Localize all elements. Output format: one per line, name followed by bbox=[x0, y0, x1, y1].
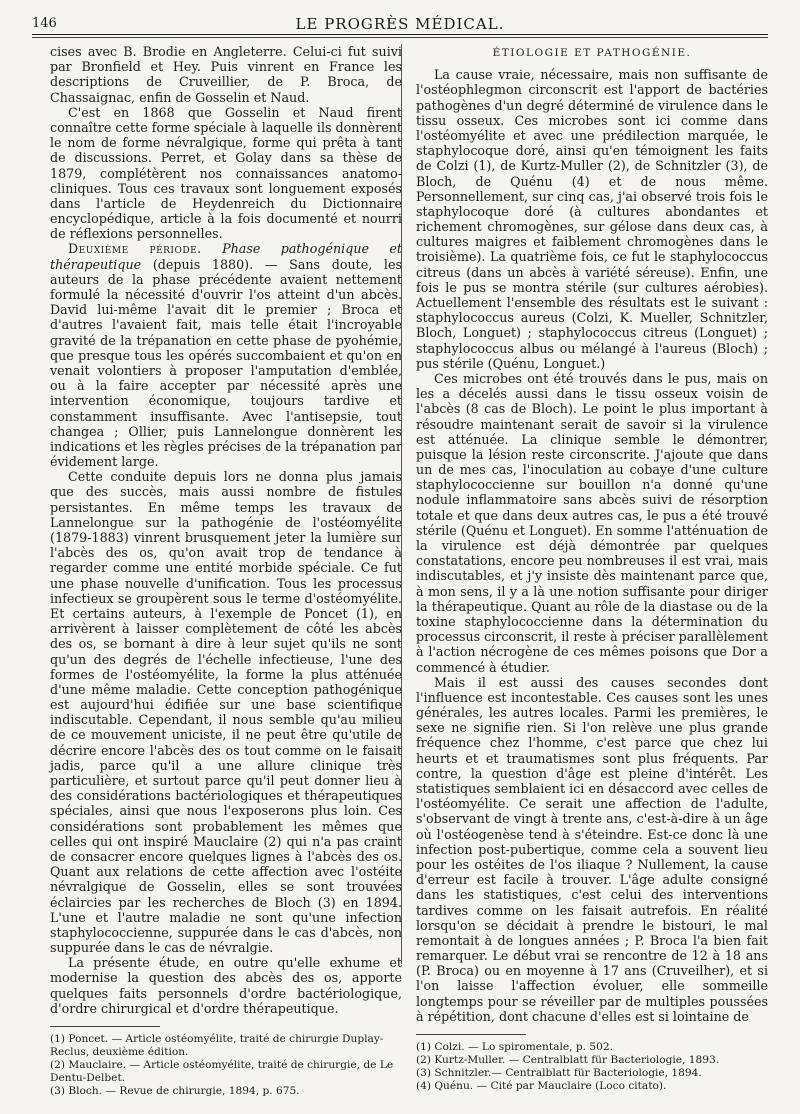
page-number: 146 bbox=[32, 16, 57, 31]
paragraph-text: (depuis 1880). — Sans doute, les auteurs de la phase précédente avaient nettement formulé la nécessité d'ouvrir l'os atteint d'un abcès. David lui-même l'avait dit le premier ; Broca et d'autres l'avaient fait, mais telle était l'incroyable gravité de la trépanation en cette phase de pyohémie, que presque tous les opérés succombaient et qu'on en venait volontiers à proposer l'amputation d'emblée, ou à la faire accepter par nécessité après une intervention économique, toujours tardive et constamment insuffisante. Avec l'antisepsie, tout changea ; Ollier, puis Lannelongue donnèrent les indications et les règles précises de la trépanation par évidement large. bbox=[50, 256, 402, 470]
footnote: (1) Colzi. — Lo spiromentale, p. 502. bbox=[416, 1041, 613, 1053]
paragraph-deuxieme-periode bbox=[50, 241, 402, 469]
running-title: LE PROGRÈS MÉDICAL. bbox=[295, 15, 505, 33]
paragraph: La présente étude, en outre qu'elle exhume et modernise la question des abcès des os, apporte quelques faits personnels d'ordre bactériologique, d'ordre chirurgical et d'ordre thérapeutique. bbox=[50, 955, 402, 1016]
paragraph: La cause vraie, nécessaire, mais non suffisante de l'ostéophlegmon circonscrit est l'apport de bactéries pathogènes d'un degré déterminé de virulence dans le tissu osseux. Ces microbes sont ici comme dans l'ostéomyélite et avec une prédilection marquée, le staphylocoque doré, ainsi qu'en témoignent les faits de Colzi (1), de Kurtz-Muller (2), de Schnitzler (3), de Bloch, de Quénu (4) et de nous même. Personnellement, sur cinq cas, j'ai observé trois fois le staphylocoque doré (à cultures abondantes et richement chromogènes, sur gélose dans deux cas, à cultures maigres et faiblement chromogènes dans le troisième). La quatrième fois, ce fut le staphylococcus citreus (dans un abcès à variété séreuse). Enfin, une fois le pus se montra stérile (sur cultures aérobies). Actuellement l'ensemble des résultats est le suivant : staphylococcus aureus (Colzi, K. Mueller, Schnitzler, Bloch, Longuet) ; staphylococcus citreus (Longuet) ; staphylococcus albus ou mélangé à l'aureus (Bloch) ; pus stérile (Quénu, Longuet.) bbox=[416, 67, 768, 371]
footnote: (2) Mauclaire. — Article ostéomyélite, traité de chirurgie, de Le Dentu-Delbet. bbox=[50, 1059, 394, 1084]
paragraph: Cette conduite depuis lors ne donna plus jamais que des succès, mais aussi nombre de fistules persistantes. En même temps les travaux de Lannelongue sur la pathogénie de l'ostéomyélite (1879-1883) vinrent brusquement jeter la lumière sur l'abcès des os, qu'on avait trop de tendance à regarder comme une entité morbide spéciale. Ce fut une phase nouvelle d'unification. Tous les processus infectieux se groupèrent sous le terme d'ostéomyélite. Et certains auteurs, à l'exemple de Poncet (1), en arrivèrent à laisser complètement de côté les abcès des os, se bornant à dire à leur sujet qu'ils ne sont qu'un des degrés de l'échelle infectieuse, l'une des formes de l'ostéomyélite, la forme la plus atténuée d'une même maladie. Cette conception pathogénique est aujourd'hui édifiée sur une base scientifique indiscutable. Cependant, il nous semble qu'au milieu de ce mouvement uniciste, il ne peut être qu'utile de décrire encore l'abcès des os tout comme on le faisait jadis, parce qu'il a une allure clinique très particulière, et surtout parce qu'il peut donner lieu à des considérations bactériologiques et thérapeutiques spéciales, ainsi que nous l'exposerons plus loin. Ces considérations sont probablement les mêmes que celles qui ont inspiré Mauclaire (2) qui n'a pas craint de consacrer encore quelques lignes à l'abcès des os. Quant aux relations de cette affection avec l'ostéite névralgique de Gosselin, elles se sont trouvées éclaircies par les recherches de Bloch (3) en 1894. L'une et l'autre maladie ne sont qu'une infection staphylococcienne, suppurée dans le cas d'abcès, non suppurée dans le cas de névralgie. bbox=[50, 469, 402, 956]
footnote-rule bbox=[50, 1026, 160, 1027]
left-column bbox=[50, 44, 402, 1098]
paragraph: C'est en 1868 que Gosselin et Naud firent connaître cette forme spéciale à laquelle ils donnèrent le nom de forme névralgique, forme qui prêta à tant de discussions. Perret, et Golay dans sa thèse de 1879, complétèrent nos connaissances anatomo-cliniques. Tous ces travaux sont longuement exposés dans l'article de Heydenreich du Dictionnaire encyclopédique, article à la fois documenté et nourri de réflexions personnelles. bbox=[50, 104, 402, 242]
period-title: Phase pathogénique et thérapeutique bbox=[50, 241, 402, 272]
footnotes-left bbox=[50, 1033, 402, 1098]
right-column bbox=[416, 44, 768, 1093]
footnote: (2) Kurtz-Muller. — Centralblatt für Bacteriologie, 1893. bbox=[416, 1054, 720, 1066]
footnotes-right bbox=[416, 1041, 768, 1093]
column-divider bbox=[401, 44, 402, 964]
footnote: (4) Quénu. — Cité par Mauclaire (Loco citato). bbox=[416, 1080, 667, 1092]
paragraph: cises avec B. Brodie en Angleterre. Celui-ci fut suivi par Bronfield et Hey. Puis vinrent en France les descriptions de Cruveillier, de P. Broca, de Chassaignac, enfin de Gosselin et Naud. bbox=[50, 44, 402, 105]
paragraph: Mais il est aussi des causes secondes dont l'influence est incontestable. Ces causes sont les unes générales, les autres locales. Parmi les premières, le sexe ne signifie rien. Si l'on relève une plus grande fréquence chez l'homme, c'est parce que chez lui heurts et et traumatismes sont plus fréquents. Par contre, la question d'âge est pleine d'intérêt. Les statistiques semblaient ici en désaccord avec celles de l'ostéomyélite. Ce serait une affection de l'adulte, s'observant de vingt à trente ans, c'est-à-dire à un âge où l'ostéogenèse tend à s'éteindre. Est-ce donc là une infection post-pubertique, comme cela a souvent lieu pour les ostéites de l'os iliaque ? Nullement, la cause d'erreur est facile à trouver. L'âge adulte consigné dans les statistiques, c'est celui des interventions tardives comme on les faisait autrefois. En réalité lorsqu'on se décidait à prendre le bistouri, le mal remontait à de longues années ; P. Broca l'a bien fait remarquer. Le début vrai se rencontre de 12 à 18 ans (P. Broca) ou en moyenne à 17 ans (Cruveilher), et si l'on laisse l'affection évoluer, elle sommeille longtemps pour se réveiller par de multiples poussées à répétition, dont chacune d'elles est si lointaine de bbox=[416, 674, 768, 1024]
footnote: (3) Bloch. — Revue de chirurgie, 1894, p. 675. bbox=[50, 1085, 300, 1097]
footnote: (1) Poncet. — Article ostéomyélite, traité de chirurgie Duplay-Reclus, deuxième édition. bbox=[50, 1033, 384, 1058]
paragraph: Ces microbes ont été trouvés dans le pus, mais on les a décelés aussi dans le tissu osseux voisin de l'abcès (8 cas de Bloch). Le point le plus important à résoudre maintenant serait de savoir si la virulence est atténuée. La clinique semble le démontrer, puisque la lésion reste circonscrite. J'ajoute que dans un de mes cas, l'inoculation au cobaye d'une culture staphylococcienne sur bouillon n'a donné qu'une nodule inflammatoire sans abcès suivi de résorption totale et que dans deux autres cas, le pus a été trouvé stérile (Quénu et Longuet). En somme l'atténuation de la virulence est déjà démontrée par quelques constatations, encore peu nombreuses il est vrai, mais indiscutables, et j'y insiste dès maintenant parce que, à mon sens, il y a là une notion suffisante pour diriger la thérapeutique. Quant au rôle de la diastase ou de la toxine staphylococcienne dans la détermination du processus circonscrit, il reste à préciser parallèlement à l'action nécrogène de ces mêmes poisons que Dor a commencé à étudier. bbox=[416, 370, 768, 675]
period-heading: Deuxième période. bbox=[68, 241, 202, 257]
header-rule-thin bbox=[32, 37, 768, 38]
header-rule bbox=[32, 34, 768, 35]
section-title: ÉTIOLOGIE ET PATHOGÉNIE. bbox=[492, 47, 692, 59]
footnote-rule bbox=[416, 1034, 526, 1035]
footnote: (3) Schnitzler.— Centralblatt für Bacteriologie, 1894. bbox=[416, 1067, 702, 1079]
